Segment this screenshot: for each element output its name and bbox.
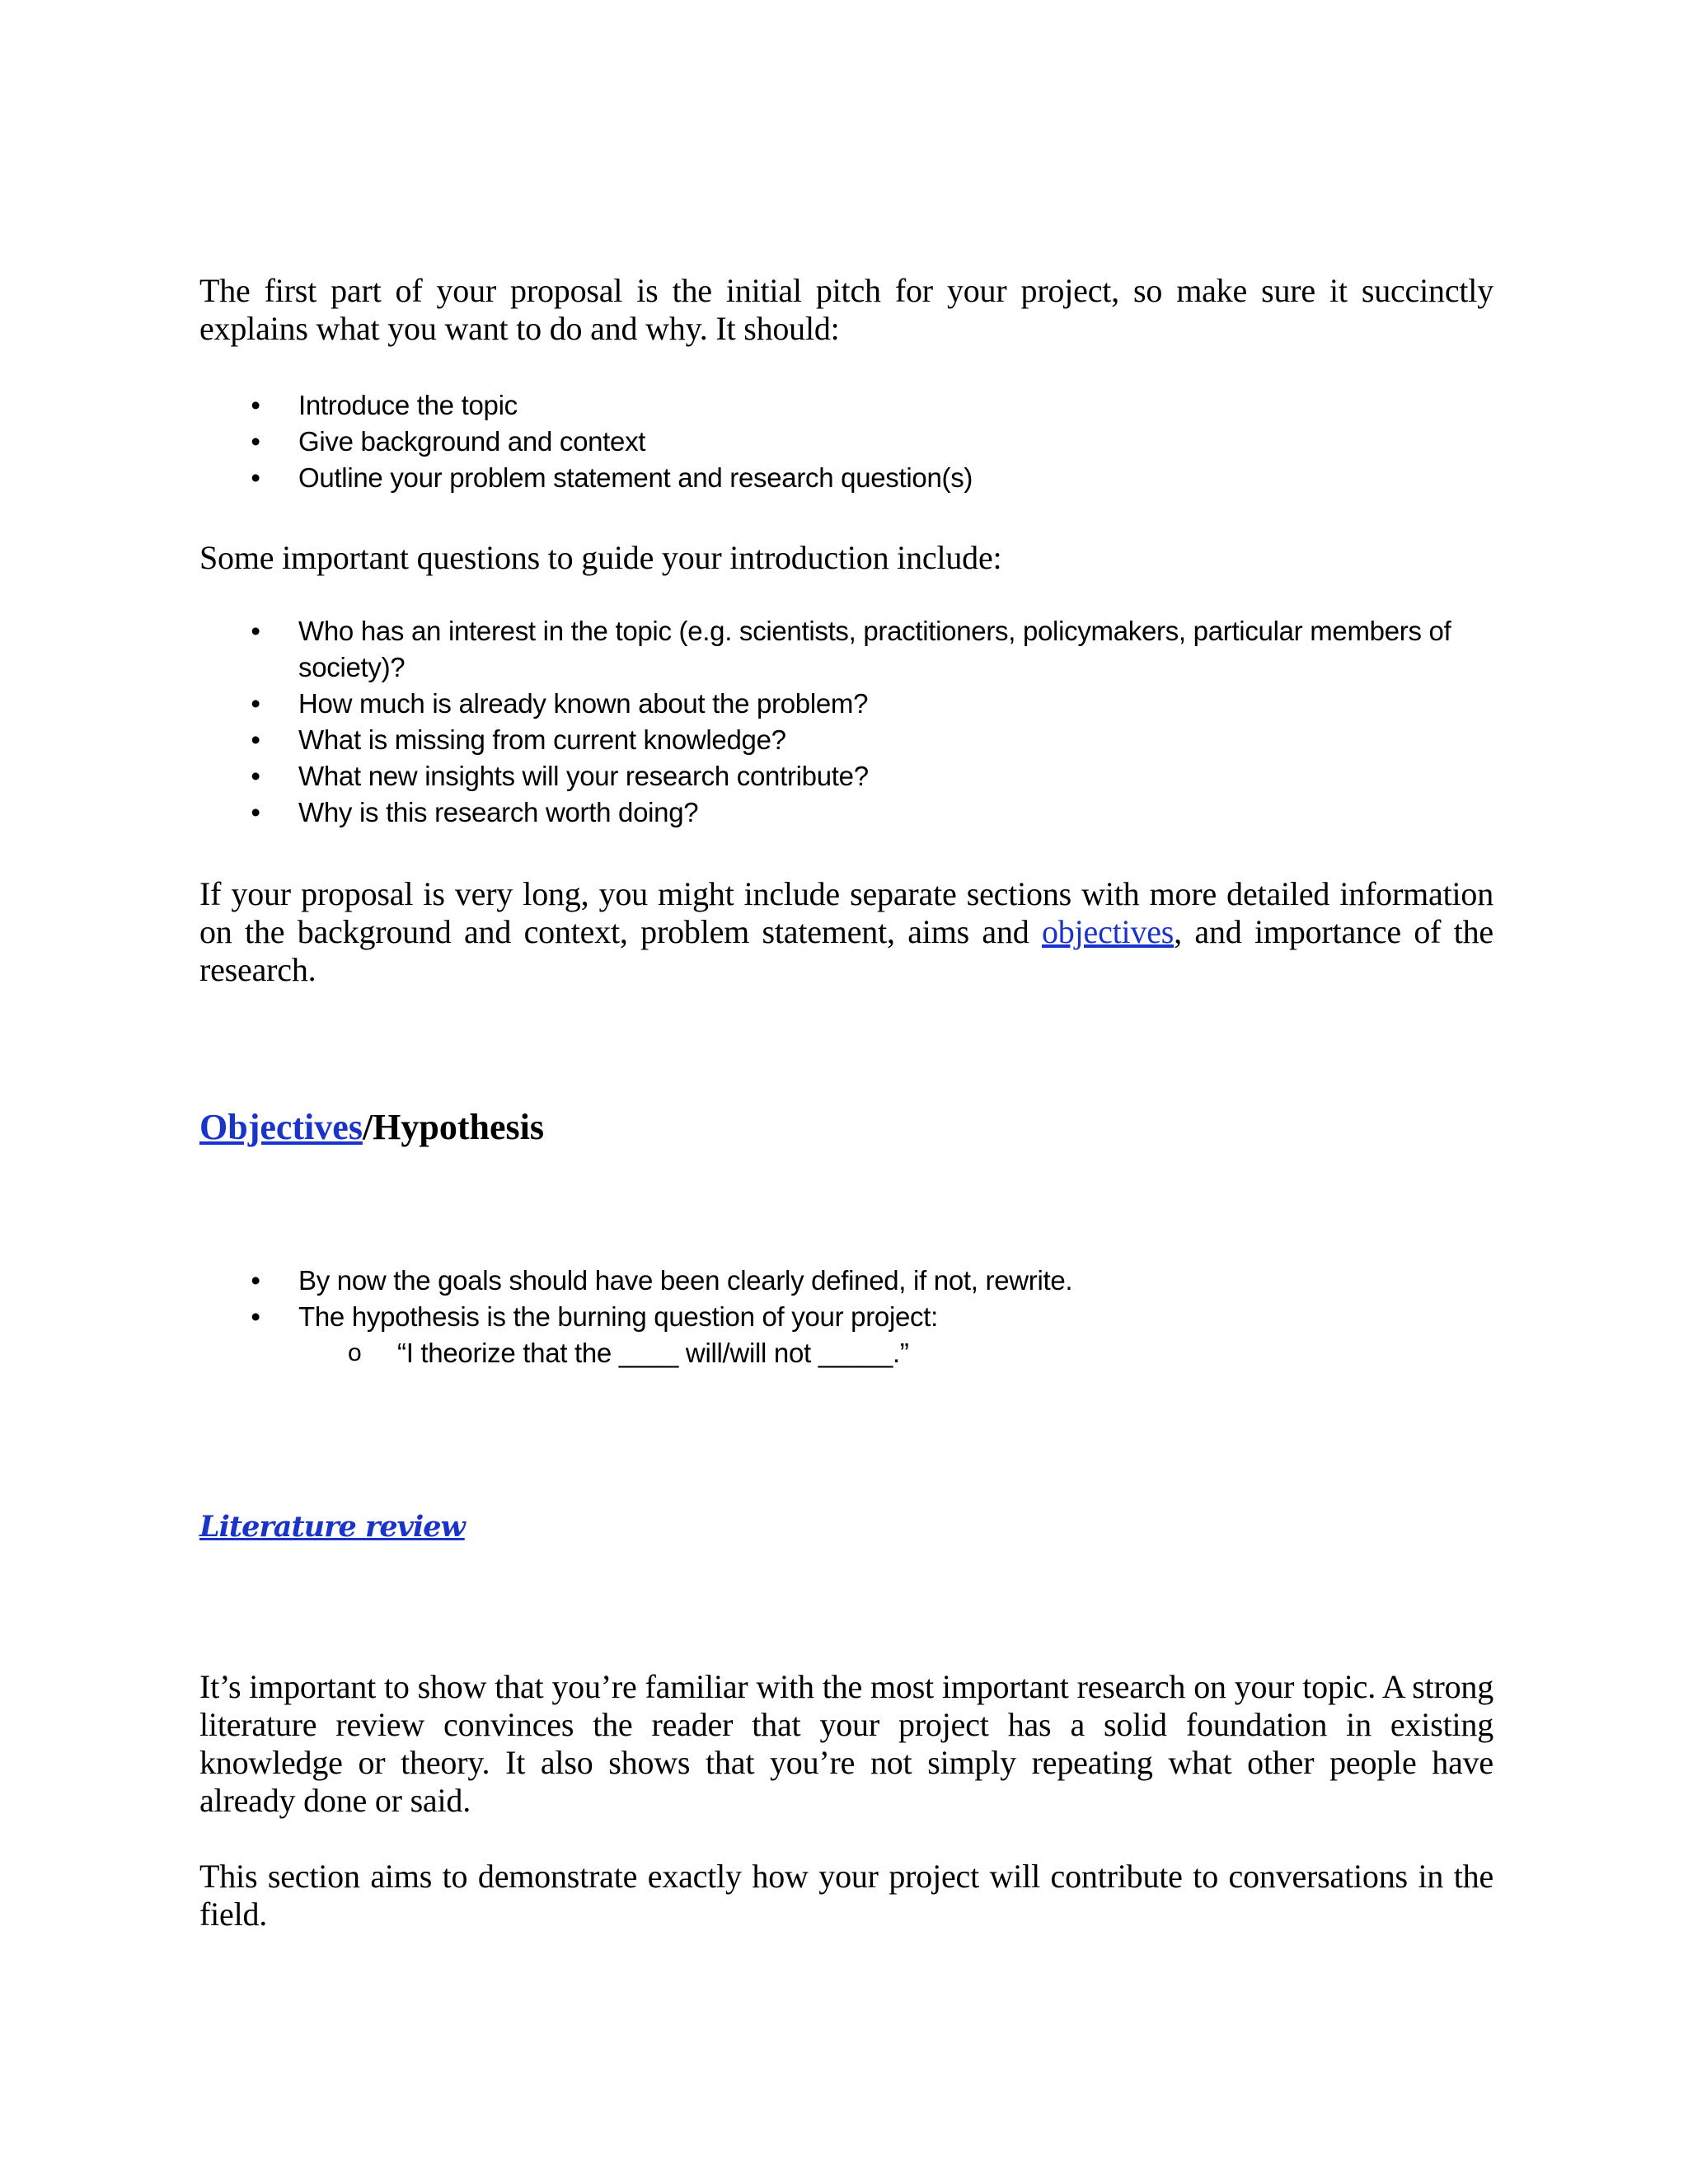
objectives-bullet-list: [0, 1263, 1493, 1371]
question-bullet-list: [0, 613, 1493, 831]
literature-paragraph-2: This section aims to demonstrate exactly how your project will contribute to conversations in the field.: [199, 1858, 1493, 1933]
long-proposal-text-after: , and importance of the research.: [199, 913, 1493, 988]
list-item-text: Who has an interest in the topic (e.g. scientists, practitioners, policymakers, particular members of society)?: [298, 616, 1451, 682]
list-item: [0, 1263, 1493, 1299]
bullet-icon: •: [251, 390, 260, 420]
list-item-text: Give background and context: [298, 426, 646, 457]
bullet-icon: •: [251, 1265, 260, 1296]
list-item-text: What new insights will your research contribute?: [298, 761, 869, 791]
long-proposal-paragraph: [199, 875, 1493, 989]
bullet-icon: •: [251, 761, 260, 791]
list-item: [0, 613, 1493, 686]
objectives-heading-link[interactable]: Objectives: [199, 1107, 363, 1147]
list-item: [0, 758, 1493, 794]
bullet-icon: •: [251, 797, 260, 827]
list-item: [0, 722, 1493, 758]
objectives-link[interactable]: objectives: [1042, 913, 1175, 950]
intro-bullet-list: [0, 387, 1493, 496]
bullet-icon: •: [251, 724, 260, 755]
bullet-icon: •: [251, 1301, 260, 1332]
list-item-text: Why is this research worth doing?: [298, 797, 699, 827]
list-item-text: Outline your problem statement and research question(s): [298, 462, 973, 493]
list-item: [0, 424, 1493, 460]
bullet-icon: •: [251, 462, 260, 493]
objectives-heading-rest: /Hypothesis: [362, 1107, 544, 1147]
list-item: [0, 1299, 1493, 1371]
bullet-icon: •: [251, 616, 260, 646]
list-item: [0, 387, 1493, 424]
list-item-text: Introduce the topic: [298, 390, 518, 420]
hypothesis-sub-list: [298, 1335, 1493, 1371]
list-item-text: By now the goals should have been clearly defined, if not, rewrite.: [298, 1265, 1073, 1296]
intro-paragraph: The first part of your proposal is the initial pitch for your project, so make sure it succinctly explains what you want to do and why. It should:: [199, 272, 1493, 347]
sub-list-item: [298, 1335, 1386, 1371]
literature-review-link[interactable]: Literature review: [199, 1510, 465, 1544]
bullet-icon: •: [251, 426, 260, 457]
list-item-text: The hypothesis is the burning question of your project:: [298, 1301, 938, 1332]
list-item: [0, 686, 1493, 722]
list-item: [0, 460, 1493, 496]
hypothesis-template-text: “I theorize that the ____ will/will not _____.”: [397, 1338, 909, 1368]
list-item-text: What is missing from current knowledge?: [298, 724, 786, 755]
objectives-heading: [199, 1106, 544, 1149]
literature-review-heading: [199, 1508, 465, 1546]
long-proposal-text-before: If your proposal is very long, you might include separate sections with more detailed information on the background and context, problem statement, aims and: [199, 875, 1493, 950]
list-item-text: How much is already known about the problem?: [298, 688, 869, 719]
circle-bullet-icon: o: [348, 1339, 362, 1366]
bullet-icon: •: [251, 688, 260, 719]
list-item: [0, 794, 1493, 831]
literature-paragraph-1: It’s important to show that you’re familiar with the most important research on your topic. A strong literature review convinces the reader that your project has a solid foundation in existing knowledge or theory. It also shows that you’re not simply repeating what other people have already done or said.: [199, 1668, 1493, 1819]
guide-paragraph: Some important questions to guide your introduction include:: [199, 539, 1002, 576]
